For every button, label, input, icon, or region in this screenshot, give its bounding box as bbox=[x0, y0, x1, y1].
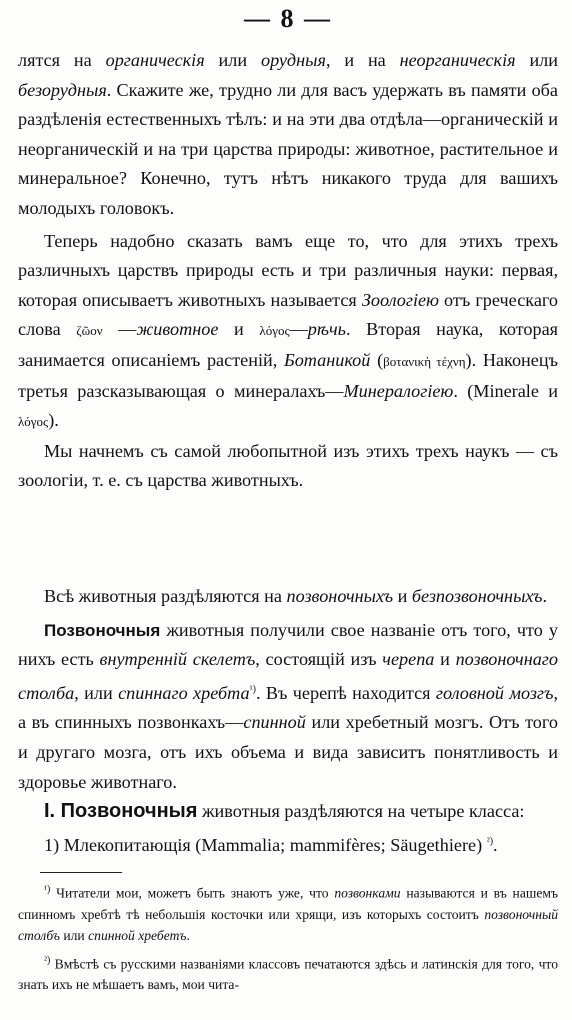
paragraph-6 bbox=[18, 797, 558, 827]
paragraph-4 bbox=[18, 582, 558, 612]
footnote-marker: ²) bbox=[44, 954, 51, 966]
greek-word: βοτανικὴ τέχνη bbox=[383, 353, 466, 369]
page-number: — 8 — bbox=[244, 4, 332, 33]
footnote-1 bbox=[18, 879, 558, 946]
term: позвоночнаго столба bbox=[18, 649, 558, 703]
text: . Въ черепѣ находится bbox=[255, 682, 436, 703]
blank-space bbox=[18, 496, 558, 582]
text: Вмѣстѣ съ русскими названіями классовъ печатаются здѣсь и латинскія для того, что знать ихъ не мѣшаетъ вамъ, мои чита- bbox=[18, 956, 558, 993]
text: животныя раздѣляются на четыре класса: bbox=[197, 801, 525, 822]
greek-word: λόγος bbox=[18, 414, 49, 430]
term: черепа bbox=[382, 649, 435, 670]
text: или bbox=[59, 927, 89, 943]
paragraph-2 bbox=[18, 227, 558, 437]
text: животныя получили свое названіе отъ того, что у нихъ есть bbox=[18, 619, 558, 670]
term: позвоночныхъ bbox=[286, 585, 394, 606]
section-heading: Позвоночныя bbox=[44, 620, 161, 640]
footnote-divider bbox=[40, 872, 122, 873]
term: головной мозгъ bbox=[435, 682, 554, 703]
text: Всѣ животныя раздѣляются на bbox=[44, 585, 287, 606]
term: спинной bbox=[243, 712, 306, 733]
term: Зоологіею bbox=[361, 289, 439, 310]
term: животное bbox=[136, 319, 219, 340]
text: ( bbox=[370, 349, 384, 370]
term: органическія bbox=[105, 50, 205, 70]
text: называются и въ нашемъ спинномъ хребтѣ тѣ небольшія косточки или хрящи, изъ которыхъ состоитъ bbox=[18, 885, 558, 922]
text: ). Наконецъ третья разсказывающая о минералахъ— bbox=[18, 349, 559, 401]
term: Ботаникой bbox=[283, 349, 371, 370]
text: или bbox=[515, 50, 558, 70]
text: — bbox=[289, 319, 308, 340]
paragraph-7 bbox=[18, 827, 558, 861]
text: и bbox=[218, 319, 260, 340]
section-heading: I. Позвоночныя bbox=[44, 800, 198, 823]
text: и bbox=[434, 649, 456, 670]
greek-word: λόγος bbox=[259, 323, 290, 339]
term: Минералогіею bbox=[343, 380, 454, 401]
paragraph-3: Мы начнемъ съ самой любопытной изъ этихъ трехъ наукъ — съ зоологіи, т. е. съ царства животныхъ. bbox=[18, 440, 558, 491]
text: — bbox=[102, 319, 137, 340]
text: лятся на bbox=[18, 50, 106, 70]
term: неорганическія bbox=[399, 50, 516, 70]
text: Читатели мои, можетъ быть знаютъ уже, что bbox=[50, 885, 335, 901]
text: и bbox=[393, 585, 412, 606]
text: или bbox=[204, 50, 261, 70]
term: безорудныя bbox=[18, 79, 107, 100]
text: , а въ спинныхъ позвонкахъ— bbox=[18, 682, 559, 733]
term: безпозвоночныхъ bbox=[411, 585, 543, 606]
term: позвонками bbox=[334, 885, 401, 901]
text: . Скажите же, трудно ли для васъ удержать въ памяти оба раздѣленія естественныхъ тѣлъ: и на эти два отдѣла—органическій и неорганическій и на три царства природы: животное, растительное и минеральное? Конечно, тутъ нѣтъ никакого труда для вашихъ молодыхъ головокъ. bbox=[18, 79, 558, 218]
greek-word: ζῶον bbox=[76, 323, 103, 339]
text: . (Minerale и bbox=[453, 380, 558, 401]
text: 1) Млекопитающія (Mammalia; mammifères; Säugethiere) bbox=[44, 834, 487, 855]
term: рѣчь bbox=[307, 319, 346, 340]
text: отъ греческаго слова bbox=[18, 289, 559, 340]
footnote-2 bbox=[18, 950, 558, 996]
text: . bbox=[186, 927, 190, 943]
term: спиннаго хребта bbox=[118, 682, 250, 703]
text: или хребетный мозгъ. Отъ того и другаго мозга, отъ ихъ объема и вида зависитъ понятливость и здоровье животнаго. bbox=[18, 712, 558, 792]
footnote-ref: ²) bbox=[486, 835, 494, 847]
term: орудныя bbox=[260, 50, 326, 70]
footnote-marker: ¹) bbox=[44, 884, 51, 896]
paragraph-5 bbox=[18, 616, 558, 798]
text: . bbox=[542, 585, 547, 606]
footnote-ref: ¹) bbox=[249, 683, 256, 695]
text: , или bbox=[74, 682, 119, 703]
text: Теперь надобно сказать вамъ еще то, что для этихъ трехъ различныхъ царствъ природы есть и три различныя науки: первая, которая описываетъ животныхъ называется bbox=[18, 230, 558, 310]
text: , и на bbox=[325, 50, 400, 70]
term: спинной хребетъ bbox=[88, 927, 187, 943]
text: ). bbox=[48, 410, 59, 431]
text: . bbox=[493, 834, 498, 855]
term: внутренній скелетъ bbox=[99, 649, 256, 670]
paragraph-1 bbox=[18, 46, 558, 224]
text: , состоящій изъ bbox=[255, 649, 383, 670]
term: позвоночный столбъ bbox=[18, 906, 558, 943]
text: . Вторая наука, которая занимается описаніемъ растеній, bbox=[18, 319, 559, 370]
